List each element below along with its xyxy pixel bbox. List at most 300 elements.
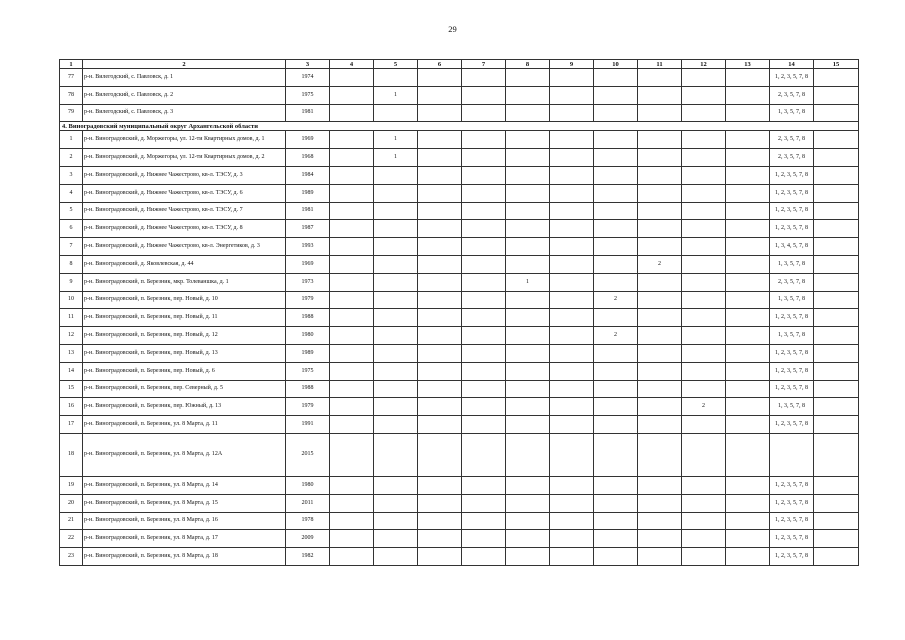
column-header-2: 2 xyxy=(83,60,286,69)
value-cell-col-4 xyxy=(330,202,374,220)
value-cell-col-13 xyxy=(726,273,770,291)
section-title: 4. Виноградовский муниципальный округ Архангельской области xyxy=(60,122,859,131)
value-cell-col-14 xyxy=(814,273,859,291)
value-cell-col-9 xyxy=(550,104,594,122)
value-cell-col-5 xyxy=(374,309,418,327)
value-cell-col-7 xyxy=(462,273,506,291)
value-cell-col-12 xyxy=(682,69,726,87)
table-header-row xyxy=(60,60,859,69)
row-number: 2 xyxy=(60,149,83,167)
value-cell-col-4 xyxy=(330,530,374,548)
value-cell-col-9 xyxy=(550,530,594,548)
value-cell-col-10 xyxy=(594,433,638,476)
value-cell-col-10 xyxy=(594,202,638,220)
value-cell-col-6 xyxy=(418,327,462,345)
value-cell-col-12 xyxy=(682,131,726,149)
value-cell-col-7 xyxy=(462,184,506,202)
value-cell-col-12 xyxy=(682,362,726,380)
value-cell-col-11 xyxy=(638,166,682,184)
value-cell-col-5 xyxy=(374,416,418,434)
value-cell-col-4 xyxy=(330,548,374,566)
value-cell-col-8 xyxy=(506,494,550,512)
value-cell-col-11 xyxy=(638,86,682,104)
table-row xyxy=(60,494,859,512)
table-row xyxy=(60,255,859,273)
value-cell-col-13 xyxy=(726,416,770,434)
value-cell-col-13: 2, 3, 5, 7, 8 xyxy=(770,131,814,149)
value-cell-col-4 xyxy=(330,131,374,149)
value-cell-col-14 xyxy=(814,548,859,566)
value-cell-col-9 xyxy=(550,416,594,434)
value-cell-col-12 xyxy=(682,184,726,202)
value-cell-col-13: 1, 2, 3, 5, 7, 8 xyxy=(770,166,814,184)
value-cell-col-7 xyxy=(462,131,506,149)
row-number: 17 xyxy=(60,416,83,434)
column-header-1: 1 xyxy=(60,60,83,69)
value-cell-col-11 xyxy=(638,131,682,149)
value-cell-col-10: 2 xyxy=(594,291,638,309)
value-cell-col-10 xyxy=(594,184,638,202)
value-cell-col-11 xyxy=(638,416,682,434)
value-cell-col-14 xyxy=(814,291,859,309)
value-cell-col-11 xyxy=(638,494,682,512)
year-cell: 1988 xyxy=(286,309,330,327)
year-cell: 1975 xyxy=(286,362,330,380)
value-cell-col-6 xyxy=(418,362,462,380)
value-cell-col-9 xyxy=(550,220,594,238)
value-cell-col-5 xyxy=(374,344,418,362)
row-number: 11 xyxy=(60,309,83,327)
value-cell-col-9 xyxy=(550,309,594,327)
value-cell-col-5 xyxy=(374,530,418,548)
table-row xyxy=(60,104,859,122)
value-cell-col-12 xyxy=(682,327,726,345)
value-cell-col-8 xyxy=(506,220,550,238)
value-cell-col-8 xyxy=(506,255,550,273)
value-cell-col-13: 1, 2, 3, 5, 7, 8 xyxy=(770,69,814,87)
value-cell-col-7 xyxy=(462,494,506,512)
value-cell-col-5 xyxy=(374,433,418,476)
value-cell-col-14 xyxy=(814,149,859,167)
value-cell-col-11 xyxy=(638,548,682,566)
value-cell-col-10 xyxy=(594,362,638,380)
value-cell-col-4 xyxy=(330,416,374,434)
value-cell-col-14 xyxy=(814,86,859,104)
year-cell: 1969 xyxy=(286,131,330,149)
value-cell-col-4 xyxy=(330,149,374,167)
row-number: 9 xyxy=(60,273,83,291)
value-cell-col-8 xyxy=(506,327,550,345)
value-cell-col-13 xyxy=(726,548,770,566)
value-cell-col-6 xyxy=(418,548,462,566)
table-row xyxy=(60,238,859,256)
value-cell-col-5 xyxy=(374,476,418,494)
value-cell-col-14 xyxy=(814,238,859,256)
value-cell-col-14 xyxy=(814,433,859,476)
value-cell-col-13 xyxy=(726,69,770,87)
value-cell-col-8 xyxy=(506,344,550,362)
year-cell: 1984 xyxy=(286,166,330,184)
address-cell: р-н. Вилегодский, с. Павловск, д. 1 xyxy=(83,69,286,87)
value-cell-col-11 xyxy=(638,380,682,398)
value-cell-col-10 xyxy=(594,494,638,512)
value-cell-col-6 xyxy=(418,131,462,149)
value-cell-col-14 xyxy=(814,530,859,548)
value-cell-col-6 xyxy=(418,433,462,476)
address-cell: р-н. Вилегодский, с. Павловск, д. 2 xyxy=(83,86,286,104)
value-cell-col-9 xyxy=(550,69,594,87)
year-cell: 1987 xyxy=(286,220,330,238)
row-number: 77 xyxy=(60,69,83,87)
address-cell: р-н. Виноградовский, п. Березник, ул. 8 Марта, д. 15 xyxy=(83,494,286,512)
value-cell-col-5 xyxy=(374,255,418,273)
value-cell-col-5 xyxy=(374,273,418,291)
address-cell: р-н. Виноградовский, д. Яковлевская, д. 44 xyxy=(83,255,286,273)
value-cell-col-12 xyxy=(682,548,726,566)
row-number: 10 xyxy=(60,291,83,309)
value-cell-col-10 xyxy=(594,309,638,327)
value-cell-col-9 xyxy=(550,149,594,167)
value-cell-col-8 xyxy=(506,149,550,167)
value-cell-col-12 xyxy=(682,309,726,327)
table-row xyxy=(60,69,859,87)
value-cell-col-9 xyxy=(550,131,594,149)
value-cell-col-7 xyxy=(462,548,506,566)
value-cell-col-5 xyxy=(374,104,418,122)
value-cell-col-11 xyxy=(638,184,682,202)
column-header-6: 6 xyxy=(418,60,462,69)
year-cell: 1969 xyxy=(286,255,330,273)
value-cell-col-4 xyxy=(330,184,374,202)
value-cell-col-9 xyxy=(550,398,594,416)
value-cell-col-14 xyxy=(814,398,859,416)
value-cell-col-9 xyxy=(550,362,594,380)
year-cell: 1975 xyxy=(286,86,330,104)
value-cell-col-4 xyxy=(330,166,374,184)
value-cell-col-13 xyxy=(726,380,770,398)
value-cell-col-14 xyxy=(814,255,859,273)
value-cell-col-6 xyxy=(418,69,462,87)
value-cell-col-5 xyxy=(374,548,418,566)
value-cell-col-12 xyxy=(682,512,726,530)
row-number: 6 xyxy=(60,220,83,238)
value-cell-col-9 xyxy=(550,380,594,398)
value-cell-col-13 xyxy=(726,149,770,167)
value-cell-col-11 xyxy=(638,149,682,167)
value-cell-col-6 xyxy=(418,494,462,512)
row-number: 4 xyxy=(60,184,83,202)
row-number: 15 xyxy=(60,380,83,398)
value-cell-col-7 xyxy=(462,309,506,327)
year-cell: 1974 xyxy=(286,69,330,87)
value-cell-col-4 xyxy=(330,476,374,494)
value-cell-col-9 xyxy=(550,327,594,345)
value-cell-col-14 xyxy=(814,131,859,149)
value-cell-col-7 xyxy=(462,416,506,434)
address-cell: р-н. Виноградовский, п. Березник, ул. 8 Марта, д. 17 xyxy=(83,530,286,548)
value-cell-col-4 xyxy=(330,104,374,122)
value-cell-col-5 xyxy=(374,362,418,380)
value-cell-col-8 xyxy=(506,530,550,548)
value-cell-col-8 xyxy=(506,291,550,309)
year-cell: 1981 xyxy=(286,104,330,122)
value-cell-col-10 xyxy=(594,131,638,149)
value-cell-col-13: 1, 2, 3, 5, 7, 8 xyxy=(770,416,814,434)
value-cell-col-13: 1, 2, 3, 5, 7, 8 xyxy=(770,220,814,238)
value-cell-col-12: 2 xyxy=(682,398,726,416)
value-cell-col-13 xyxy=(726,309,770,327)
value-cell-col-12 xyxy=(682,86,726,104)
value-cell-col-5 xyxy=(374,494,418,512)
table-row xyxy=(60,512,859,530)
value-cell-col-8 xyxy=(506,362,550,380)
table-row xyxy=(60,220,859,238)
value-cell-col-4 xyxy=(330,86,374,104)
column-header-9: 9 xyxy=(550,60,594,69)
value-cell-col-6 xyxy=(418,255,462,273)
value-cell-col-13 xyxy=(726,476,770,494)
value-cell-col-13: 1, 2, 3, 5, 7, 8 xyxy=(770,380,814,398)
row-number: 12 xyxy=(60,327,83,345)
value-cell-col-13 xyxy=(726,255,770,273)
value-cell-col-4 xyxy=(330,238,374,256)
value-cell-col-13 xyxy=(726,512,770,530)
value-cell-col-10 xyxy=(594,166,638,184)
column-header-7: 7 xyxy=(462,60,506,69)
table-row xyxy=(60,309,859,327)
row-number: 1 xyxy=(60,131,83,149)
year-cell: 2009 xyxy=(286,530,330,548)
value-cell-col-4 xyxy=(330,344,374,362)
table-row xyxy=(60,86,859,104)
address-cell: р-н. Виноградовский, д. Нижнее Чажестрово, кв-л. Энергетиков, д. 3 xyxy=(83,238,286,256)
address-cell: р-н. Виноградовский, д. Моржегоры, ул. 12-ти Квартирных домов, д. 2 xyxy=(83,149,286,167)
value-cell-col-10 xyxy=(594,416,638,434)
value-cell-col-6 xyxy=(418,149,462,167)
year-cell: 1973 xyxy=(286,273,330,291)
value-cell-col-9 xyxy=(550,433,594,476)
row-number: 3 xyxy=(60,166,83,184)
value-cell-col-14 xyxy=(814,416,859,434)
value-cell-col-9 xyxy=(550,548,594,566)
value-cell-col-12 xyxy=(682,433,726,476)
value-cell-col-13: 1, 3, 5, 7, 8 xyxy=(770,255,814,273)
value-cell-col-11 xyxy=(638,344,682,362)
column-header-4: 4 xyxy=(330,60,374,69)
value-cell-col-13: 1, 2, 3, 5, 7, 8 xyxy=(770,548,814,566)
value-cell-col-8 xyxy=(506,512,550,530)
value-cell-col-6 xyxy=(418,202,462,220)
year-cell: 1991 xyxy=(286,416,330,434)
table-row xyxy=(60,530,859,548)
value-cell-col-5 xyxy=(374,327,418,345)
value-cell-col-12 xyxy=(682,238,726,256)
page-number: 29 xyxy=(448,24,457,34)
value-cell-col-9 xyxy=(550,512,594,530)
value-cell-col-12 xyxy=(682,149,726,167)
value-cell-col-11 xyxy=(638,69,682,87)
value-cell-col-14 xyxy=(814,202,859,220)
value-cell-col-13: 1, 2, 3, 5, 7, 8 xyxy=(770,530,814,548)
year-cell: 1979 xyxy=(286,398,330,416)
value-cell-col-13: 1, 2, 3, 5, 7, 8 xyxy=(770,202,814,220)
value-cell-col-14 xyxy=(814,166,859,184)
value-cell-col-6 xyxy=(418,86,462,104)
value-cell-col-8 xyxy=(506,184,550,202)
address-cell: р-н. Виноградовский, п. Березник, мкр. Толеваншка, д. 1 xyxy=(83,273,286,291)
value-cell-col-7 xyxy=(462,433,506,476)
value-cell-col-14 xyxy=(814,344,859,362)
value-cell-col-13 xyxy=(726,398,770,416)
table-row xyxy=(60,380,859,398)
value-cell-col-14 xyxy=(814,104,859,122)
value-cell-col-14 xyxy=(814,380,859,398)
value-cell-col-13 xyxy=(726,202,770,220)
value-cell-col-13 xyxy=(726,131,770,149)
value-cell-col-14 xyxy=(814,69,859,87)
value-cell-col-7 xyxy=(462,86,506,104)
value-cell-col-10 xyxy=(594,255,638,273)
value-cell-col-5: 1 xyxy=(374,131,418,149)
value-cell-col-11 xyxy=(638,291,682,309)
value-cell-col-6 xyxy=(418,476,462,494)
address-cell: р-н. Виноградовский, д. Нижнее Чажестрово, кв-л. ТЭСУ, д. 3 xyxy=(83,166,286,184)
address-cell: р-н. Виноградовский, п. Березник, ул. 8 Марта, д. 14 xyxy=(83,476,286,494)
value-cell-col-13 xyxy=(726,494,770,512)
year-cell: 1980 xyxy=(286,476,330,494)
value-cell-col-13: 1, 2, 3, 5, 7, 8 xyxy=(770,512,814,530)
value-cell-col-13: 1, 3, 5, 7, 8 xyxy=(770,104,814,122)
value-cell-col-12 xyxy=(682,344,726,362)
row-number: 13 xyxy=(60,344,83,362)
value-cell-col-13 xyxy=(726,220,770,238)
value-cell-col-5 xyxy=(374,380,418,398)
table-row xyxy=(60,166,859,184)
year-cell: 1981 xyxy=(286,202,330,220)
value-cell-col-9 xyxy=(550,184,594,202)
address-cell: р-н. Виноградовский, д. Нижнее Чажестрово, кв-л. ТЭСУ, д. 7 xyxy=(83,202,286,220)
address-cell: р-н. Виноградовский, п. Березник, пер. Северный, д. 5 xyxy=(83,380,286,398)
value-cell-col-7 xyxy=(462,238,506,256)
value-cell-col-7 xyxy=(462,327,506,345)
value-cell-col-13: 1, 2, 3, 5, 7, 8 xyxy=(770,309,814,327)
value-cell-col-9 xyxy=(550,344,594,362)
value-cell-col-14 xyxy=(814,512,859,530)
table-row xyxy=(60,131,859,149)
value-cell-col-11 xyxy=(638,273,682,291)
value-cell-col-5 xyxy=(374,202,418,220)
value-cell-col-12 xyxy=(682,476,726,494)
value-cell-col-11 xyxy=(638,202,682,220)
value-cell-col-11 xyxy=(638,362,682,380)
value-cell-col-7 xyxy=(462,362,506,380)
value-cell-col-6 xyxy=(418,166,462,184)
value-cell-col-5 xyxy=(374,184,418,202)
table-row xyxy=(60,476,859,494)
year-cell: 1978 xyxy=(286,512,330,530)
year-cell: 1980 xyxy=(286,327,330,345)
table-row xyxy=(60,362,859,380)
table-row xyxy=(60,184,859,202)
housing-table xyxy=(59,59,859,566)
value-cell-col-13: 1, 2, 3, 5, 7, 8 xyxy=(770,494,814,512)
value-cell-col-13 xyxy=(726,530,770,548)
value-cell-col-7 xyxy=(462,149,506,167)
value-cell-col-6 xyxy=(418,220,462,238)
table-row xyxy=(60,398,859,416)
row-number: 20 xyxy=(60,494,83,512)
value-cell-col-4 xyxy=(330,398,374,416)
address-cell: р-н. Виноградовский, п. Березник, пер. Новый, д. 10 xyxy=(83,291,286,309)
value-cell-col-11 xyxy=(638,433,682,476)
column-header-11: 11 xyxy=(638,60,682,69)
row-number: 14 xyxy=(60,362,83,380)
year-cell: 2011 xyxy=(286,494,330,512)
value-cell-col-4 xyxy=(330,69,374,87)
value-cell-col-13: 1, 3, 4, 5, 7, 8 xyxy=(770,238,814,256)
value-cell-col-6 xyxy=(418,238,462,256)
value-cell-col-13 xyxy=(726,104,770,122)
year-cell: 1989 xyxy=(286,184,330,202)
value-cell-col-6 xyxy=(418,309,462,327)
row-number: 8 xyxy=(60,255,83,273)
address-cell: р-н. Виноградовский, п. Березник, ул. 8 Марта, д. 11 xyxy=(83,416,286,434)
value-cell-col-12 xyxy=(682,380,726,398)
value-cell-col-4 xyxy=(330,362,374,380)
value-cell-col-13 xyxy=(726,344,770,362)
value-cell-col-11 xyxy=(638,104,682,122)
row-number: 23 xyxy=(60,548,83,566)
address-cell: р-н. Виноградовский, п. Березник, пер. Новый, д. 6 xyxy=(83,362,286,380)
value-cell-col-13 xyxy=(770,433,814,476)
value-cell-col-13: 1, 2, 3, 5, 7, 8 xyxy=(770,476,814,494)
column-header-12: 12 xyxy=(682,60,726,69)
value-cell-col-10 xyxy=(594,273,638,291)
year-cell: 1993 xyxy=(286,238,330,256)
value-cell-col-10 xyxy=(594,398,638,416)
address-cell: р-н. Виноградовский, д. Нижнее Чажестрово, кв-л. ТЭСУ, д. 6 xyxy=(83,184,286,202)
value-cell-col-4 xyxy=(330,309,374,327)
value-cell-col-8 xyxy=(506,548,550,566)
value-cell-col-11 xyxy=(638,530,682,548)
value-cell-col-6 xyxy=(418,512,462,530)
value-cell-col-10 xyxy=(594,238,638,256)
value-cell-col-13 xyxy=(726,291,770,309)
value-cell-col-13 xyxy=(726,238,770,256)
value-cell-col-13: 1, 3, 5, 7, 8 xyxy=(770,327,814,345)
value-cell-col-6 xyxy=(418,184,462,202)
value-cell-col-5: 1 xyxy=(374,86,418,104)
row-number: 7 xyxy=(60,238,83,256)
table-row xyxy=(60,327,859,345)
value-cell-col-7 xyxy=(462,398,506,416)
value-cell-col-13: 2, 3, 5, 7, 8 xyxy=(770,86,814,104)
table-row xyxy=(60,149,859,167)
value-cell-col-4 xyxy=(330,291,374,309)
value-cell-col-8 xyxy=(506,131,550,149)
value-cell-col-8 xyxy=(506,476,550,494)
value-cell-col-8 xyxy=(506,309,550,327)
value-cell-col-12 xyxy=(682,494,726,512)
value-cell-col-9 xyxy=(550,238,594,256)
value-cell-col-13 xyxy=(726,184,770,202)
value-cell-col-4 xyxy=(330,494,374,512)
column-header-15: 15 xyxy=(814,60,859,69)
value-cell-col-7 xyxy=(462,202,506,220)
value-cell-col-11 xyxy=(638,238,682,256)
value-cell-col-4 xyxy=(330,512,374,530)
value-cell-col-5 xyxy=(374,69,418,87)
